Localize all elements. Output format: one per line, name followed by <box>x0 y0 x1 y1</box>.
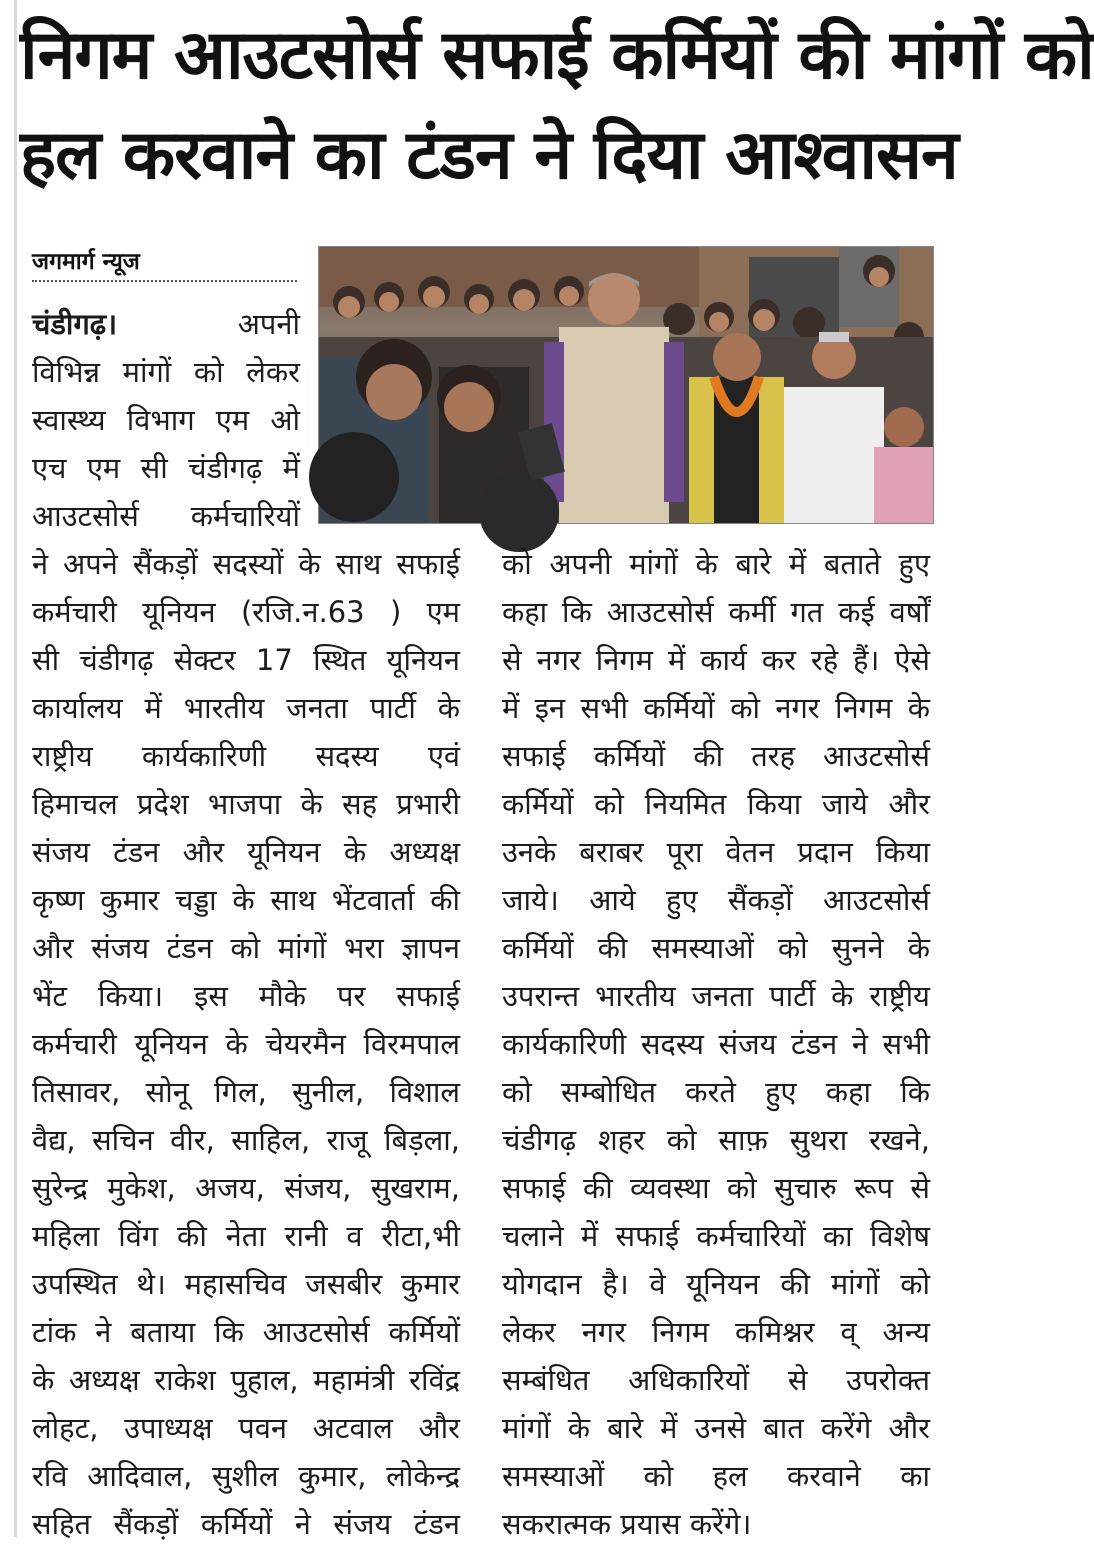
left-line: सुरेन्द्र मुकेश, अजय, संजय, सुखराम, <box>32 1171 460 1205</box>
left-line: के अध्यक्ष राकेश पुहाल, महामंत्री रविंद्र <box>32 1363 460 1397</box>
crowd-photo-illustration <box>319 247 933 523</box>
page-edge-rule <box>14 0 17 1537</box>
left-line: भेंट किया। इस मौके पर सफाई <box>32 979 460 1013</box>
left-line: रवि आदिवाल, सुशील कुमार, लोकेन्द्र <box>32 1459 460 1493</box>
article-intro-column <box>32 300 300 540</box>
left-line: ने अपने सैंकड़ों सदस्यों के साथ सफाई <box>32 547 460 581</box>
article-left-column <box>32 540 460 1548</box>
right-line: चलाने में सफाई कर्मचारियों का विशेष <box>502 1219 930 1253</box>
news-photo <box>318 246 934 524</box>
headline <box>20 6 1094 206</box>
byline: जगमार्ग न्यूज <box>32 244 297 282</box>
left-line: कर्मचारी यूनियन (रजि.न.63 ) एम <box>32 595 460 629</box>
right-line: में इन सभी कर्मियों को नगर निगम के <box>502 691 930 725</box>
right-line: सम्बंधित अधिकारियों से उपरोक्त <box>502 1363 930 1397</box>
right-line: योगदान है। वे यूनियन की मांगों को <box>502 1267 930 1301</box>
intro-line-4: एच एम सी चंडीगढ़ में <box>32 451 300 485</box>
left-line: महिला विंग की नेता रानी व रीटा,भी <box>32 1219 460 1253</box>
left-line: हिमाचल प्रदेश भाजपा के सह प्रभारी <box>32 787 460 821</box>
left-line: सहित सैंकड़ों कर्मियों ने संजय टंडन <box>32 1507 460 1541</box>
left-line: कृष्ण कुमार चड्डा के साथ भेंटवार्ता की <box>32 883 460 917</box>
dateline: चंडीगढ़। <box>32 307 118 341</box>
right-line: उनके बराबर पूरा वेतन प्रदान किया <box>502 835 930 869</box>
right-line: चंडीगढ़ शहर को साफ़ सुथरा रखने, <box>502 1123 930 1157</box>
article-right-column <box>502 540 930 1548</box>
left-line: लोहट, उपाध्यक्ष पवन अटवाल और <box>32 1411 460 1445</box>
right-line: समस्याओं को हल करवाने का <box>502 1459 930 1493</box>
right-line: कार्यकारिणी सदस्य संजय टंडन ने सभी <box>502 1027 930 1061</box>
intro-text: अपनी <box>237 307 300 341</box>
right-line: को अपनी मांगों के बारे में बताते हुए <box>502 547 930 581</box>
left-line: राष्ट्रीय कार्यकारिणी सदस्य एवं <box>32 739 460 773</box>
right-line: सफाई की व्यवस्था को सुचारु रूप से <box>502 1171 930 1205</box>
right-line: को सम्बोधित करते हुए कहा कि <box>502 1075 930 1109</box>
right-line: से नगर निगम में कार्य कर रहे हैं। ऐसे <box>502 643 930 677</box>
right-line: लेकर नगर निगम कमिश्नर व् अन्य <box>502 1315 930 1349</box>
right-line: उपरान्त भारतीय जनता पार्टी के राष्ट्रीय <box>502 979 930 1013</box>
right-line: कर्मियों की समस्याओं को सुनने के <box>502 931 930 965</box>
left-line: और संजय टंडन को मांगों भरा ज्ञापन <box>32 931 460 965</box>
intro-line-3: स्वास्थ्य विभाग एम ओ <box>32 403 300 437</box>
left-line: कार्यालय में भारतीय जनता पार्टी के <box>32 691 460 725</box>
intro-line-1 <box>32 300 300 348</box>
left-line: उपस्थित थे। महासचिव जसबीर कुमार <box>32 1267 460 1301</box>
right-line: कहा कि आउटसोर्स कर्मी गत कई वर्षों <box>502 595 930 629</box>
right-line: मांगों के बारे में उनसे बात करेंगे और <box>502 1411 930 1445</box>
left-line: कर्मचारी यूनियन के चेयरमैन विरमपाल <box>32 1027 460 1061</box>
intro-line-2: विभिन्न मांगों को लेकर <box>32 355 300 389</box>
left-line: वैद्य, सचिन वीर, साहिल, राजू बिड़ला, <box>32 1123 460 1157</box>
left-line: तिसावर, सोनू गिल, सुनील, विशाल <box>32 1075 460 1109</box>
right-line: कर्मियों को नियमित किया जाये और <box>502 787 930 821</box>
headline-line-2: हल करवाने का टंडन ने दिया आश्वासन <box>20 116 958 195</box>
intro-line-5: आउटसोर्स कर्मचारियों <box>32 499 300 533</box>
headline-line-1: निगम आउटसोर्स सफाई कर्मियों की मांगों को <box>20 16 1094 95</box>
right-line: सकरात्मक प्रयास करेंगे। <box>502 1507 752 1541</box>
right-line: सफाई कर्मियों की तरह आउटसोर्स <box>502 739 930 773</box>
right-line: जाये। आये हुए सैंकड़ों आउटसोर्स <box>502 883 930 917</box>
left-line: टांक ने बताया कि आउटसोर्स कर्मियों <box>32 1315 460 1349</box>
left-line: सी चंडीगढ़ सेक्टर 17 स्थित यूनियन <box>32 643 460 677</box>
left-line: संजय टंडन और यूनियन के अध्यक्ष <box>32 835 460 869</box>
